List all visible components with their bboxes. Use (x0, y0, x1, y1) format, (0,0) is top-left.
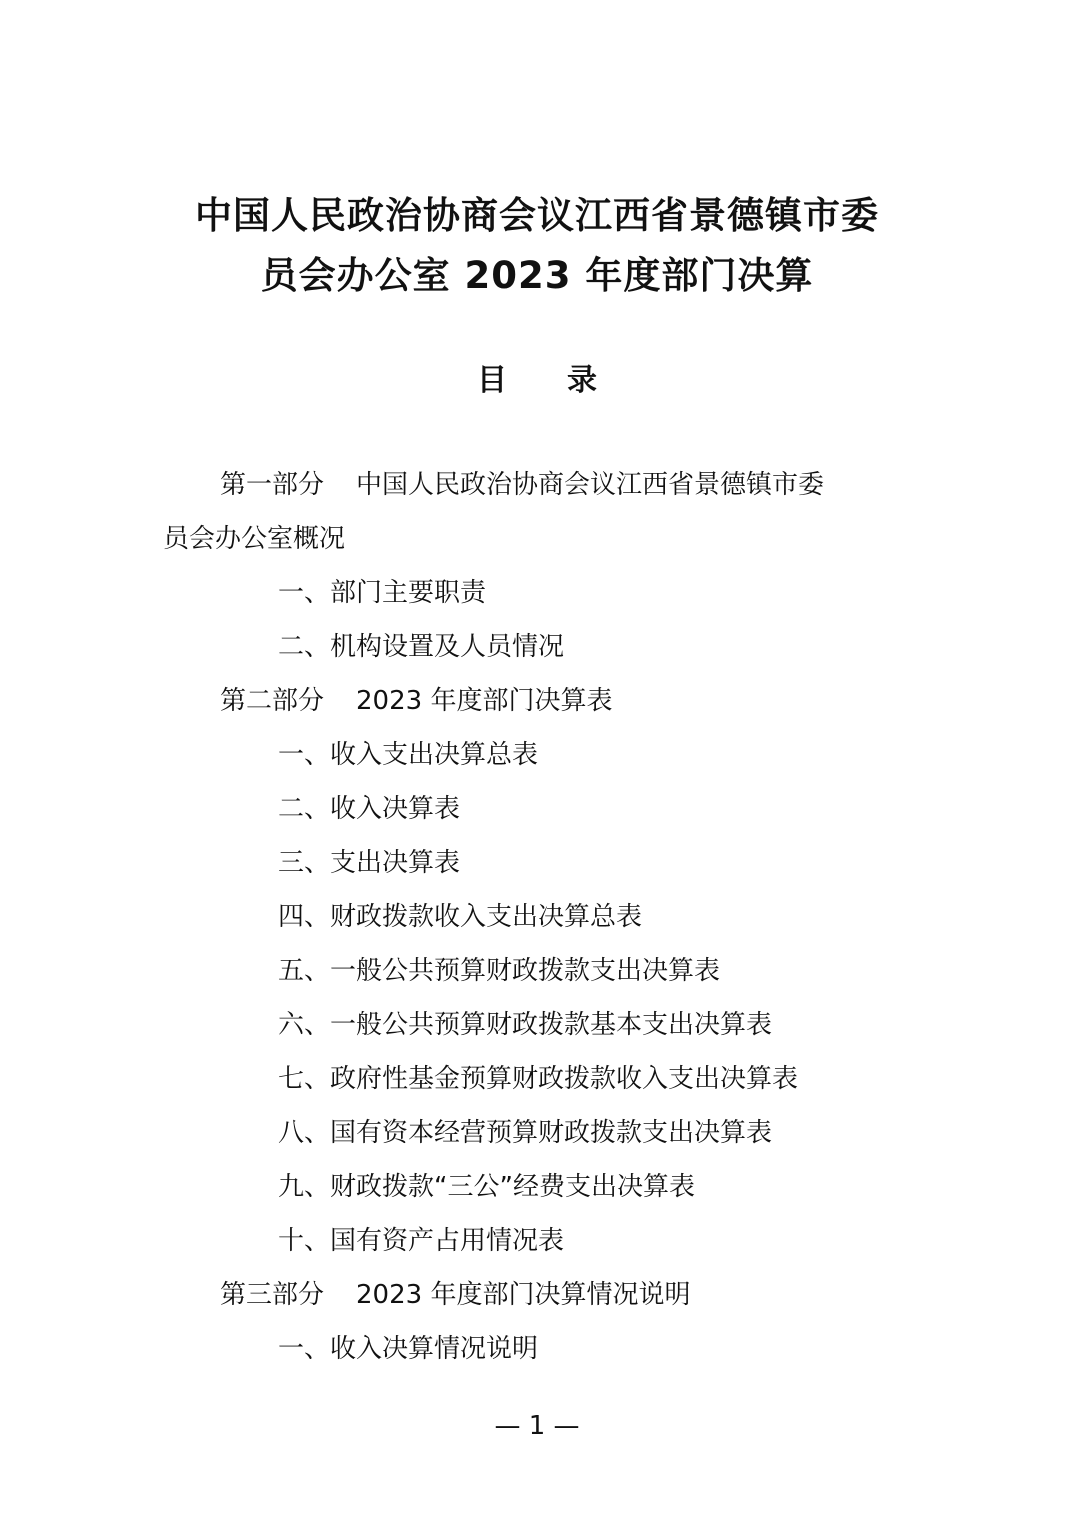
toc-item: 二、机构设置及人员情况 (278, 632, 565, 662)
document-title-line-2: 员会办公室 2023 年度部门决算 (260, 254, 814, 297)
toc-item: 四、财政拨款收入支出决算总表 (278, 902, 643, 932)
document-title-line-1: 中国人民政治协商会议江西省景德镇市委 (195, 194, 879, 237)
toc-part-2-label: 第二部分 (220, 686, 325, 716)
toc-part-3 (220, 1275, 690, 1315)
toc-item: 九、财政拨款“三公”经费支出决算表 (278, 1172, 695, 1202)
toc-part-3-title: 2023 年度部门决算情况说明 (356, 1280, 691, 1310)
toc-item: 七、政府性基金预算财政拨款收入支出决算表 (278, 1064, 799, 1094)
toc-part-2 (220, 681, 612, 721)
toc-item: 八、国有资本经营预算财政拨款支出决算表 (278, 1118, 773, 1148)
toc-item: 五、一般公共预算财政拨款支出决算表 (278, 956, 721, 986)
toc-item: 十、国有资产占用情况表 (278, 1226, 565, 1256)
toc-part-1 (220, 465, 824, 505)
toc-heading-char-2: 录 (567, 363, 597, 398)
toc-part-1-label: 第一部分 (220, 470, 325, 500)
document-title (0, 186, 1074, 306)
toc-part-1-title: 中国人民政治协商会议江西省景德镇市委 (356, 470, 825, 500)
toc-part-3-label: 第三部分 (220, 1280, 325, 1310)
toc-item: 一、收入支出决算总表 (278, 740, 539, 770)
toc-item: 二、收入决算表 (278, 794, 461, 824)
toc-part-1-title-continued: 员会办公室概况 (163, 524, 346, 554)
toc-item: 一、收入决算情况说明 (278, 1334, 539, 1364)
toc-heading-char-1: 目 (477, 363, 507, 398)
toc-item: 三、支出决算表 (278, 848, 461, 878)
page-number: — 1 — (494, 1411, 580, 1441)
toc-item: 六、一般公共预算财政拨款基本支出决算表 (278, 1010, 773, 1040)
toc-heading (0, 356, 1074, 406)
toc-part-2-title: 2023 年度部门决算表 (356, 686, 613, 716)
toc-item: 一、部门主要职责 (278, 578, 487, 608)
